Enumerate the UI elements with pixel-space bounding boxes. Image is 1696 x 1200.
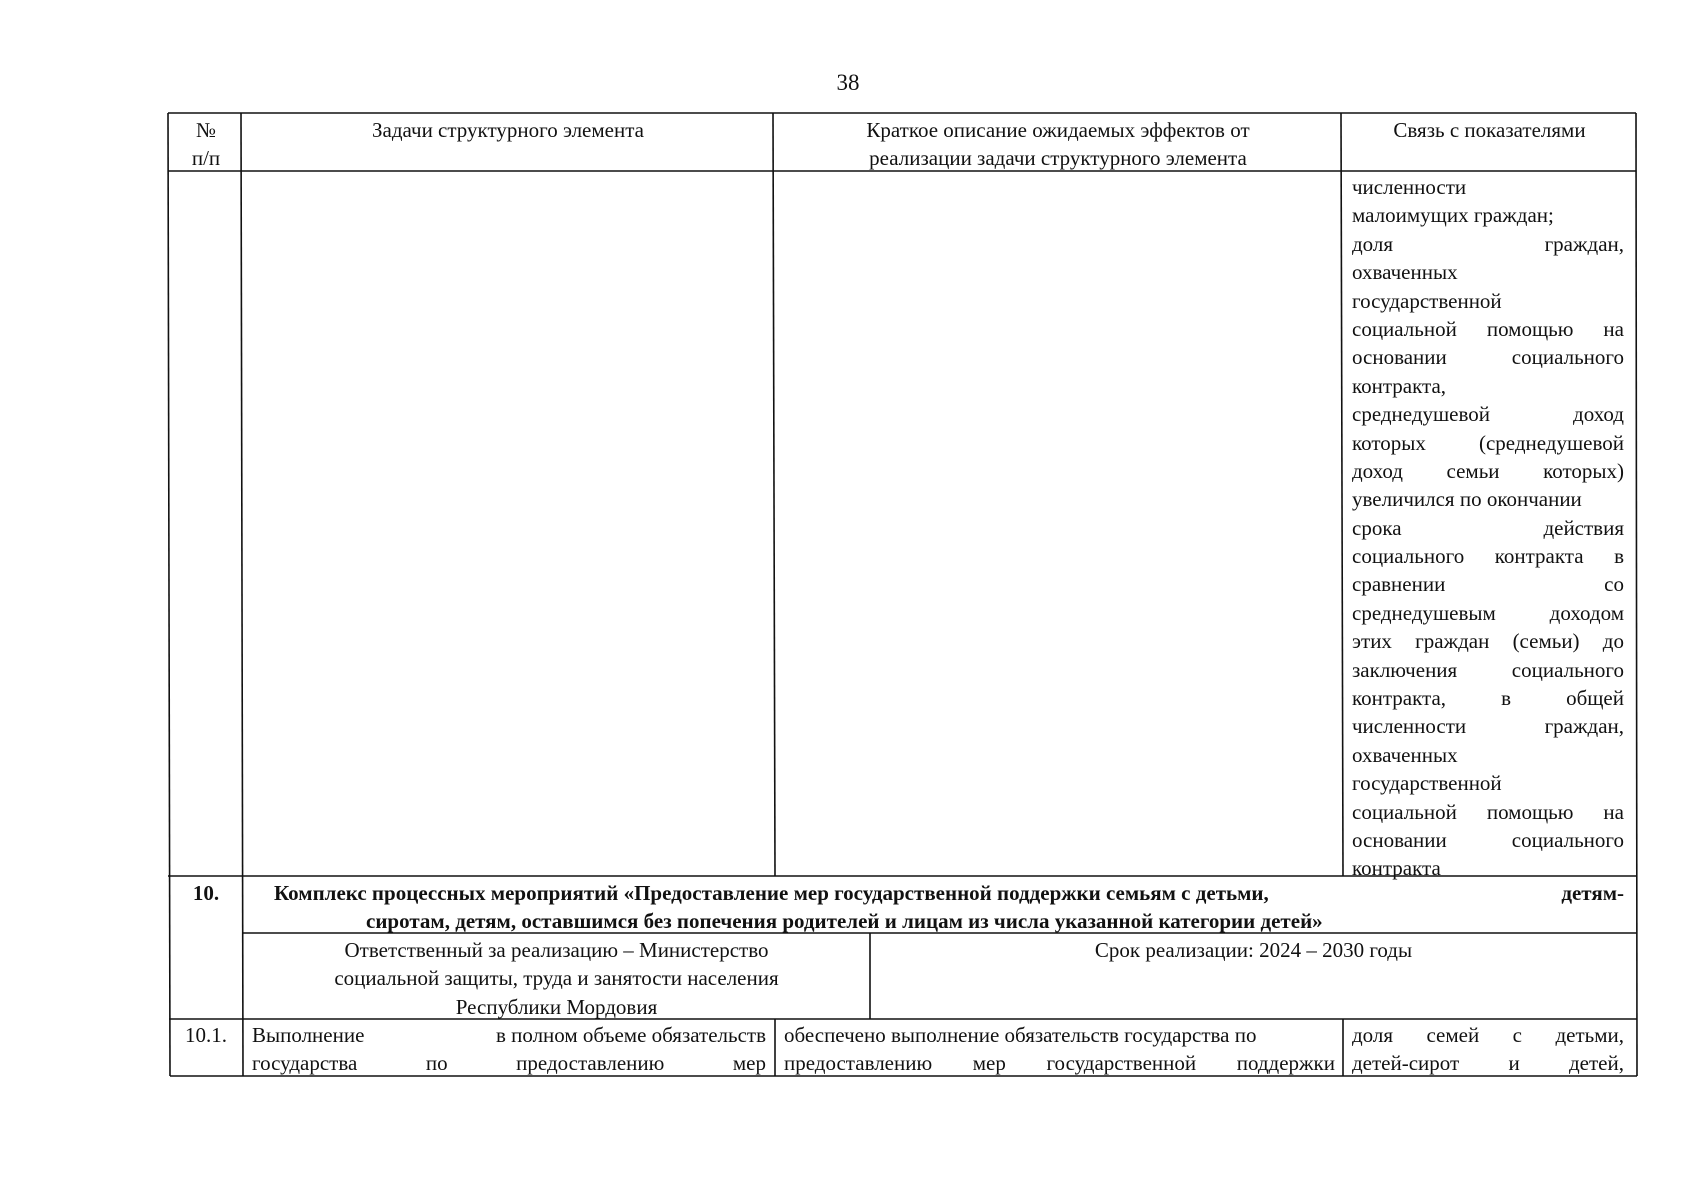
row-10-1-effect-line1: обеспечено выполнение обязательств государства по xyxy=(784,1023,1257,1047)
continuation-line xyxy=(1352,627,1624,655)
continuation-line xyxy=(1352,712,1624,740)
continuation-line xyxy=(1352,315,1624,343)
word: срока xyxy=(1352,515,1402,540)
word: основании xyxy=(1352,345,1447,370)
word: социального xyxy=(1511,345,1624,370)
word: государственной xyxy=(1352,288,1502,313)
word: охваченных xyxy=(1352,260,1458,285)
continuation-line xyxy=(1352,514,1624,542)
word: основании xyxy=(1352,827,1447,852)
col-divider-3-upper xyxy=(1341,113,1343,876)
continuation-line xyxy=(1352,769,1624,797)
word: доля xyxy=(1352,1023,1394,1047)
word: семьи xyxy=(1446,458,1500,483)
word: социального xyxy=(1511,827,1624,852)
word: поддержки xyxy=(1236,1051,1335,1076)
word: контракта xyxy=(1352,856,1441,881)
word: государства xyxy=(252,1051,358,1076)
continuation-line xyxy=(1352,798,1624,826)
word: детей-сирот xyxy=(1352,1051,1460,1076)
header-tasks: Задачи структурного элемента xyxy=(372,118,644,142)
row-10-1-number: 10.1. xyxy=(185,1023,227,1047)
continuation-line xyxy=(1352,429,1624,457)
continuation-line xyxy=(1352,656,1624,684)
continuation-line xyxy=(1352,570,1624,598)
word: граждан, xyxy=(1544,714,1624,739)
section-title-line1-end: детям- xyxy=(1561,881,1624,905)
word: социальной xyxy=(1352,316,1457,341)
word: этих xyxy=(1352,629,1392,654)
word: граждан, xyxy=(1544,231,1624,256)
indicators-continuation-text xyxy=(1352,173,1624,883)
header-number xyxy=(170,116,242,173)
responsible-line2: социальной защиты, труда и занятости населения xyxy=(334,966,779,991)
word: на xyxy=(1603,799,1624,824)
row-10-1-task xyxy=(252,1021,766,1078)
word: до xyxy=(1602,629,1624,654)
header-effects-line2: реализации задачи структурного элемента xyxy=(869,146,1247,171)
continuation-line xyxy=(1352,173,1624,201)
continuation-line xyxy=(1352,230,1624,258)
word: с xyxy=(1512,1023,1522,1047)
section-title-line1 xyxy=(274,879,1624,907)
row-10-1-task-line1 xyxy=(252,1021,766,1049)
table-right-border xyxy=(1636,113,1637,1076)
word: контракта, xyxy=(1352,686,1447,711)
header-effects-line1: Краткое описание ожидаемых эффектов от xyxy=(866,118,1250,142)
continuation-line xyxy=(1352,201,1624,229)
section-number: 10. xyxy=(192,881,220,905)
header-number-line1: № xyxy=(195,118,217,142)
section-title-line1-main: Комплекс процессных мероприятий «Предоставление мер государственной поддержки семьям с детьми, xyxy=(274,881,1269,905)
continuation-line xyxy=(1352,741,1624,769)
word: охваченных xyxy=(1352,742,1458,767)
continuation-line xyxy=(1352,372,1624,400)
word: Выполнение xyxy=(252,1023,365,1047)
word: в xyxy=(1501,686,1512,711)
row-10-1-effect xyxy=(784,1021,1335,1078)
word: социального xyxy=(1511,657,1624,682)
table-left-border xyxy=(168,113,170,1076)
word: в xyxy=(1614,544,1624,569)
word: государственной xyxy=(1046,1051,1197,1076)
row-10-1-task-line2 xyxy=(252,1049,766,1077)
period-cell: Срок реализации: 2024 – 2030 годы xyxy=(1094,938,1413,962)
word: численности xyxy=(1352,714,1467,739)
word: со xyxy=(1604,572,1624,597)
header-number-line2: п/п xyxy=(191,146,221,171)
word: общей xyxy=(1566,686,1624,711)
word: сравнении xyxy=(1352,572,1446,597)
word: заключения xyxy=(1352,657,1458,682)
responsible-line3: Республики Мордовия xyxy=(455,994,658,1019)
row-10-1-indicator-line1 xyxy=(1352,1021,1624,1049)
word: доход xyxy=(1573,402,1624,427)
page-number: 38 xyxy=(836,70,860,95)
word: которых xyxy=(1352,430,1426,455)
word: по xyxy=(425,1051,448,1076)
word: доход xyxy=(1352,458,1403,483)
word: которых) xyxy=(1543,458,1624,483)
continuation-line xyxy=(1352,287,1624,315)
continuation-line xyxy=(1352,542,1624,570)
header-indicators: Связь с показателями xyxy=(1393,118,1586,142)
word: мер xyxy=(732,1051,766,1076)
continuation-line xyxy=(1352,599,1624,627)
word: доля xyxy=(1352,231,1394,256)
word: и xyxy=(1508,1051,1520,1076)
word: (среднедушевой xyxy=(1478,430,1624,455)
word: в полном объеме обязательств xyxy=(495,1023,766,1047)
word: предоставлению xyxy=(784,1051,933,1076)
word: малоимущих граждан; xyxy=(1352,203,1554,228)
responsible-line1: Ответственный за реализацию – Министерство xyxy=(344,938,769,962)
word: граждан xyxy=(1415,629,1490,654)
word: численности xyxy=(1352,175,1467,199)
word: на xyxy=(1603,316,1624,341)
word: государственной xyxy=(1352,771,1502,796)
word: мер xyxy=(972,1051,1006,1076)
word: действия xyxy=(1543,515,1624,540)
word: контракта xyxy=(1494,544,1584,569)
header-effects xyxy=(775,116,1341,173)
word: социального xyxy=(1352,544,1465,569)
continuation-line xyxy=(1352,343,1624,371)
continuation-line xyxy=(1352,258,1624,286)
continuation-line xyxy=(1352,826,1624,854)
continuation-line xyxy=(1352,400,1624,428)
word: детьми, xyxy=(1555,1023,1624,1047)
word: семей xyxy=(1426,1023,1480,1047)
col-divider-1 xyxy=(241,113,243,1076)
continuation-line xyxy=(1352,457,1624,485)
word: помощью xyxy=(1486,799,1574,824)
word: помощью xyxy=(1486,316,1574,341)
continuation-line xyxy=(1352,485,1624,513)
word: предоставлению xyxy=(516,1051,665,1076)
continuation-line xyxy=(1352,684,1624,712)
responsible-cell xyxy=(243,936,870,1021)
word: (семьи) xyxy=(1512,629,1580,654)
word: доходом xyxy=(1549,600,1624,625)
word: социальной xyxy=(1352,799,1457,824)
word: контракта, xyxy=(1352,373,1447,398)
word: детей, xyxy=(1568,1051,1624,1076)
col-divider-2-upper xyxy=(773,113,775,876)
section-title-line2: сиротам, детям, оставшимся без попечения родителей и лицам из числа указанной категории детей» xyxy=(366,909,1323,934)
word: увеличился по окончании xyxy=(1352,487,1582,512)
row-10-1-indicator-line2 xyxy=(1352,1049,1624,1077)
section-title xyxy=(274,879,1624,936)
row-10-1-effect-line2 xyxy=(784,1049,1335,1077)
word: среднедушевой xyxy=(1352,402,1491,427)
row-10-1-indicator xyxy=(1352,1021,1624,1078)
word: среднедушевым xyxy=(1352,600,1496,625)
